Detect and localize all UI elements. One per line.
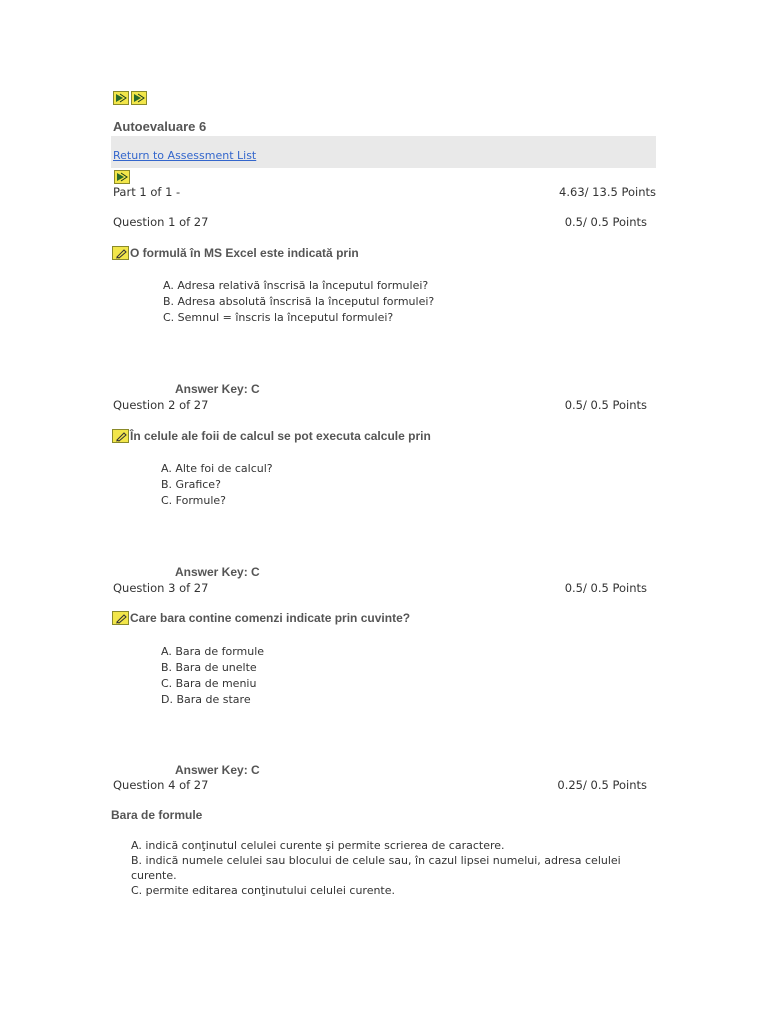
pencil-icon: [112, 611, 129, 625]
part-label: Part 1 of 1 -: [113, 185, 181, 199]
next-arrow-icon[interactable]: [113, 91, 129, 105]
question-label: Question 3 of 27: [113, 581, 209, 595]
question-header: [113, 778, 653, 792]
option: A. Bara de formule: [161, 645, 265, 658]
options-list: [163, 278, 434, 326]
question-header: [113, 398, 653, 412]
options-list: [131, 838, 631, 898]
return-link[interactable]: Return to Assessment List: [113, 149, 257, 162]
page-title: Autoevaluare 6: [113, 119, 207, 134]
pencil-icon: [112, 246, 129, 260]
option: D. Bara de stare: [161, 693, 251, 706]
question-header: [113, 581, 653, 595]
question-text: Care bara contine comenzi indicate prin cuvinte?: [112, 611, 410, 625]
question-points: 0.5/ 0.5 Points: [564, 215, 647, 229]
question-label: Question 1 of 27: [113, 215, 209, 229]
next-arrow-icon[interactable]: [131, 91, 147, 105]
option: A. Adresa relativă înscrisă la începutul formulei?: [163, 279, 429, 292]
option: A. indică conţinutul celulei curente şi permite scrierea de caractere.: [131, 839, 505, 852]
question-text: Bara de formule: [111, 808, 203, 822]
option: C. permite editarea conţinutului celulei curente.: [131, 884, 396, 897]
option: A. Alte foi de calcul?: [161, 462, 273, 475]
question-points: 0.5/ 0.5 Points: [564, 581, 647, 595]
part-row: [113, 185, 656, 199]
option: B. Grafice?: [161, 478, 221, 491]
question-points: 0.5/ 0.5 Points: [564, 398, 647, 412]
option: B. Bara de unelte: [161, 661, 257, 674]
option: C. Semnul = înscris la începutul formulei?: [163, 311, 394, 324]
question-label: Question 2 of 27: [113, 398, 209, 412]
option: C. Formule?: [161, 494, 227, 507]
option: B. Adresa absolută înscrisă la începutul formulei?: [163, 295, 435, 308]
answer-key: Answer Key: C: [175, 565, 260, 579]
link-bar: [111, 136, 656, 168]
part-points: 4.63/ 13.5 Points: [559, 185, 656, 199]
option: C. Bara de meniu: [161, 677, 257, 690]
next-arrow-icon[interactable]: [114, 170, 130, 184]
option: B. indică numele celulei sau blocului de celule sau, în cazul lipsei numelui, adresa celulei curente.: [131, 854, 621, 882]
question-label: Question 4 of 27: [113, 778, 209, 792]
pencil-icon: [112, 429, 129, 443]
question-header: [113, 215, 653, 229]
options-list: [161, 461, 273, 509]
nav-icons: [113, 91, 147, 105]
answer-key: Answer Key: C: [175, 382, 260, 396]
answer-key: Answer Key: C: [175, 763, 260, 777]
question-text: O formulă în MS Excel este indicată prin: [112, 246, 359, 260]
question-points: 0.25/ 0.5 Points: [557, 778, 647, 792]
question-text: În celule ale foii de calcul se pot executa calcule prin: [112, 429, 431, 443]
options-list: [161, 644, 264, 708]
